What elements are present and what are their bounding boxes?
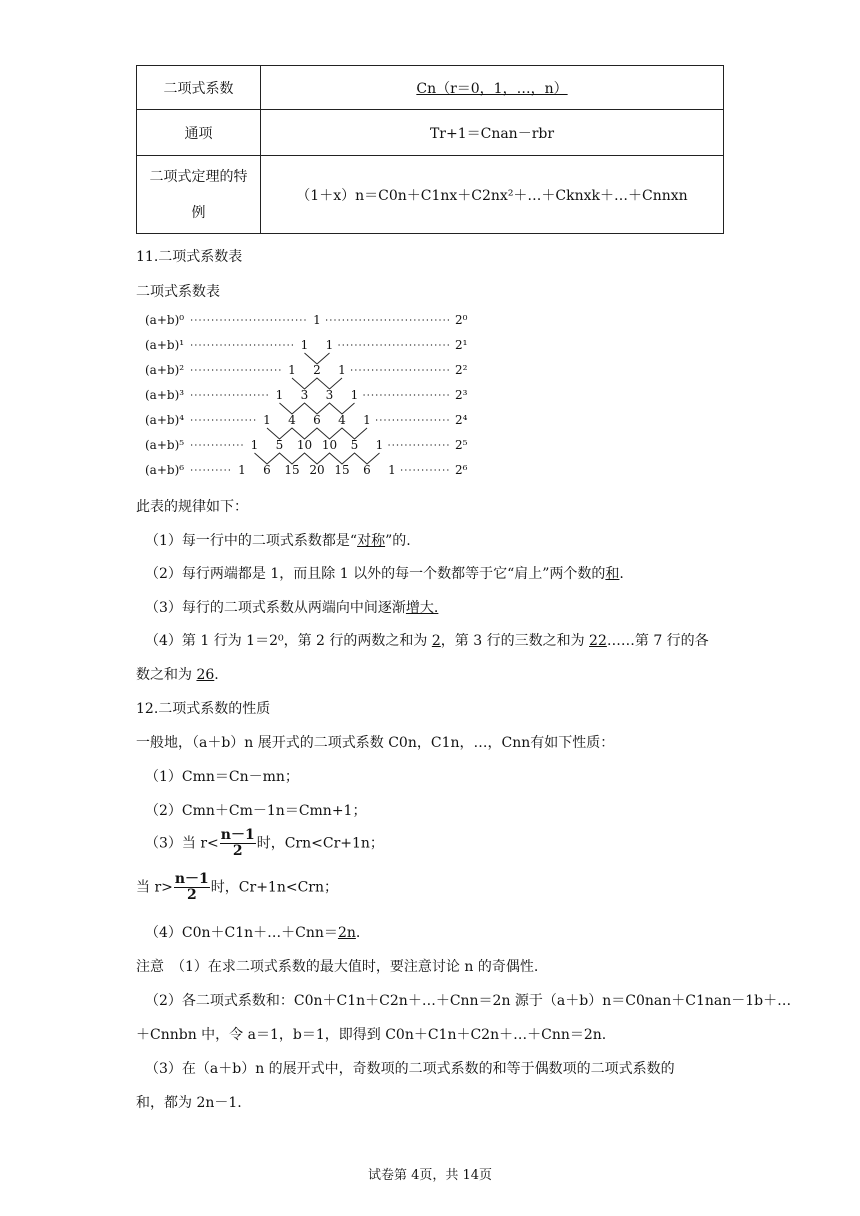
- note-2: （2）各二项式系数和：C0n＋C1n＋C2n＋…＋Cnn＝2n 源于（a＋b）n＝C0nan＋C1nan－1b＋…: [145, 993, 792, 1009]
- note-3: （3）在（a＋b）n 的展开式中，奇数项的二项式系数的和等于偶数项的二项式系数的: [145, 1061, 675, 1077]
- section-11-heading: 11.二项式系数表: [136, 249, 243, 265]
- triangle-title: 二项式系数表: [136, 284, 220, 300]
- table-row: [137, 156, 724, 234]
- table-cell-value: [261, 66, 724, 110]
- coefficient: 1: [263, 413, 271, 427]
- coefficient: 1: [275, 388, 284, 402]
- coefficient: 1: [313, 313, 321, 327]
- coefficient: 1: [250, 438, 259, 452]
- table-cell-value: [261, 110, 724, 156]
- rule-1: （1）每一行中的二项式系数都是“对称”的.: [145, 533, 411, 549]
- row-label: (a+b)⁶: [145, 463, 185, 477]
- row-label: (a+b)²: [145, 363, 185, 377]
- coefficient: 2: [313, 363, 321, 377]
- page-footer: 试卷第 4页，共 14页: [367, 1168, 493, 1183]
- row-sum: 2⁰: [455, 313, 468, 327]
- note-2-cont: ＋Cnnbn 中，令 a＝1，b＝1，即得到 C0n＋C1n＋C2n＋…＋Cnn＝2n.: [136, 1027, 607, 1043]
- zigzag-connector: [267, 428, 367, 439]
- row-sum: 2⁶: [455, 463, 468, 477]
- row-label: (a+b)⁵: [145, 438, 185, 452]
- pascal-triangle: [145, 310, 475, 480]
- rule-4: （4）第 1 行为 1＝2⁰，第 2 行的两数之和为 2，第 3 行的三数之和为 22……第 7 行的各: [145, 633, 709, 649]
- property-3a: （3）当 r< $\frac{n-1}{2}$ 时，Crn<Cr+1n；: [145, 827, 384, 859]
- coefficient: 1: [350, 388, 359, 402]
- row-label: (a+b)⁴: [145, 413, 185, 427]
- rule-4-cont: 数之和为 26.: [136, 667, 219, 683]
- coefficient: 1: [238, 463, 246, 477]
- coefficient: 15: [284, 463, 300, 477]
- general-term: Tr+1＝Cnan－rbr: [429, 125, 555, 142]
- property-2: （2）Cmn＋Cm－1n＝Cmn+1；: [145, 803, 367, 819]
- row-sum: 2¹: [455, 338, 468, 352]
- coefficient: 6: [363, 463, 371, 477]
- row-sum: 2²: [455, 363, 468, 377]
- coefficient: 5: [275, 438, 284, 452]
- table-cell-label: 通项: [137, 110, 261, 156]
- coefficient: 1: [338, 363, 346, 377]
- coefficient: 1: [300, 338, 309, 352]
- property-3b: 当 r> $\frac{n-1}{2}$ 时，Cr+1n<Crn；: [136, 871, 339, 903]
- binomial-coeff-def: Cn（r＝0，1，…，n）: [416, 80, 568, 97]
- coefficient: 4: [338, 413, 346, 427]
- section-12-heading: 12.二项式系数的性质: [136, 701, 271, 717]
- fraction: $\frac{n-1}{2}$: [220, 827, 255, 859]
- property-4: （4）C0n＋C1n＋…＋Cnn＝2n.: [145, 925, 361, 941]
- special-case-formula: （1＋x）n＝C0n＋C1nx＋C2nx²＋…＋Cknxk＋…＋Cnnxn: [296, 187, 688, 204]
- coefficient: 15: [334, 463, 350, 477]
- coefficient: 3: [300, 388, 309, 402]
- fraction: $\frac{n-1}{2}$: [174, 871, 209, 903]
- coefficient: 6: [313, 413, 321, 427]
- coefficient: 1: [375, 438, 384, 452]
- row-sum: 2³: [455, 388, 468, 402]
- row-label: (a+b)¹: [145, 338, 185, 352]
- formula-table: [136, 65, 724, 234]
- rule-2: （2）每行两端都是 1，而且除 1 以外的每一个数都等于它“肩上”两个数的和.: [145, 566, 624, 582]
- note-1: 注意 （1）在求二项式系数的最大值时，要注意讨论 n 的奇偶性.: [136, 959, 539, 975]
- row-sum: 2⁴: [455, 413, 468, 427]
- coefficient: 1: [388, 463, 396, 477]
- coefficient: 3: [325, 388, 334, 402]
- row-label: (a+b)⁰: [145, 313, 185, 327]
- property-1: （1）Cmn＝Cn－mn；: [145, 769, 299, 785]
- coefficient: 1: [288, 363, 296, 377]
- coefficient: 1: [363, 413, 371, 427]
- table-row: [137, 110, 724, 156]
- table-row: [137, 66, 724, 110]
- note-3-cont: 和，都为 2n－1.: [136, 1095, 242, 1111]
- coefficient: 10: [296, 438, 313, 452]
- coefficient: 20: [309, 463, 325, 477]
- coefficient: 4: [288, 413, 296, 427]
- rule-3: （3）每行的二项式系数从两端向中间逐渐增大.: [145, 600, 439, 616]
- zigzag-connector: [292, 378, 342, 389]
- row-sum: 2⁵: [455, 438, 468, 452]
- table-cell-value: [261, 156, 724, 234]
- coefficient: 6: [263, 463, 271, 477]
- table-cell-label: 二项式系数: [137, 66, 261, 110]
- properties-intro: 一般地，（a＋b）n 展开式的二项式系数 C0n，C1n，…，Cnn有如下性质：: [136, 735, 615, 751]
- table-cell-label: 二项式定理的特例: [137, 156, 261, 234]
- coefficient: 10: [321, 438, 338, 452]
- row-label: (a+b)³: [145, 388, 185, 402]
- coefficient: 1: [325, 338, 334, 352]
- coefficient: 5: [350, 438, 359, 452]
- rules-intro: 此表的规律如下：: [136, 499, 248, 515]
